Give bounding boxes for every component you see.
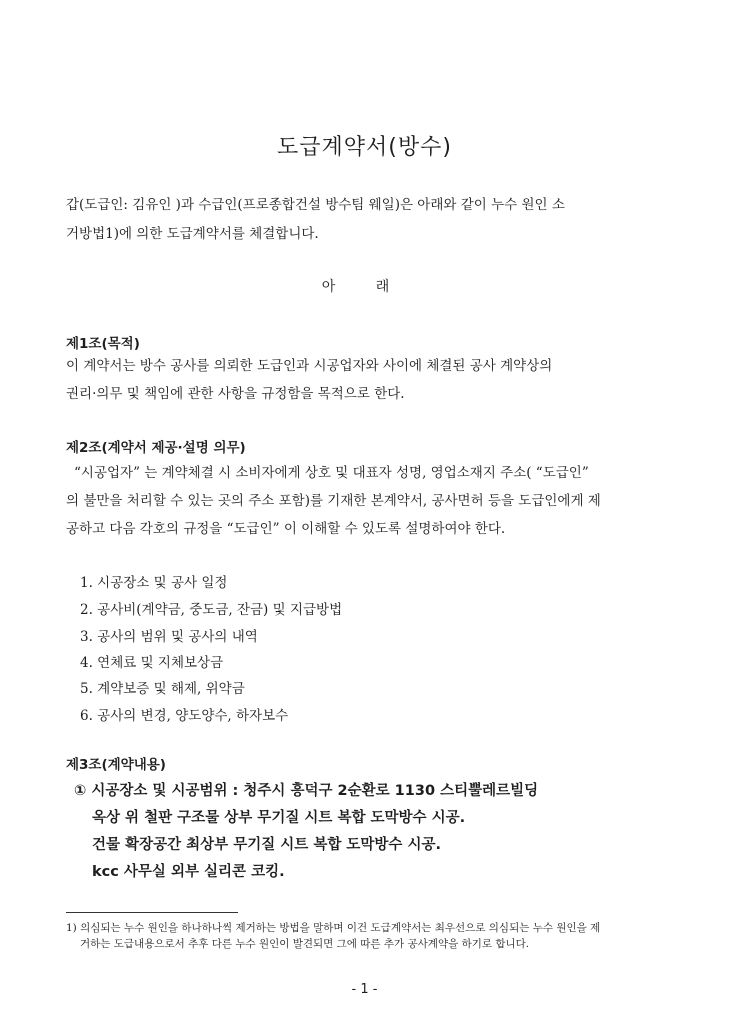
article-2-heading: 제2조(계약서 제공·설명 의무) [66,440,246,456]
article-3-line-3: 건물 확장공간 최상부 무기질 시트 복합 도막방수 시공. [92,837,441,853]
footnote-line-1: 1) 의심되는 누수 원인을 하나하나씩 제거하는 방법을 말하며 이건 도급계약서는 최우선으로 의심되는 누수 원인을 제 [66,922,601,934]
article-2-line-3: 공하고 다음 각호의 규정을 “도급인” 이 이해할 수 있도록 설명하여야 한다. [66,521,506,537]
document-title: 도급계약서(방수) [277,135,452,160]
article-2-line-2: 의 불만을 처리할 수 있는 곳의 주소 포함)를 기재한 본계약서, 공사면허 등을 도급인에게 제 [66,493,601,509]
footnote-line-2: 거하는 도급내용으로서 추후 다른 누수 원인이 발견되면 그에 따른 추가 공사계약을 하기로 합니다. [80,938,530,950]
article-1-line-2: 권리·의무 및 책임에 관한 사항을 규정함을 목적으로 한다. [66,386,405,402]
intro-line-1: 갑(도급인: 김유인 )과 수급인(프로종합건설 방수팀 웨일)은 아래와 같이 누수 원인 소 [66,197,565,213]
article-3-line-2: 옥상 위 철판 구조물 상부 무기질 시트 복합 도막방수 시공. [92,810,466,826]
article-3-line-1: ① 시공장소 및 시공범위 : 청주시 흥덕구 2순환로 1130 스티뿔레르빌딩 [74,783,539,799]
article-1-line-1: 이 계약서는 방수 공사를 의뢰한 도급인과 시공업자와 사이에 체결된 공사 계약상의 [66,358,553,374]
article-1-heading: 제1조(목적) [66,336,140,352]
list-item: 1. 시공장소 및 공사 일정 [80,575,228,591]
article-3-line-4: kcc 사무실 외부 실리콘 코킹. [92,864,285,880]
article-3-heading: 제3조(계약내용) [66,757,166,773]
list-item: 4. 연체료 및 지체보상금 [80,655,224,671]
article-2-line-1: “시공업자” 는 계약체결 시 소비자에게 상호 및 대표자 성명, 영업소재지 주소( “도급인” [74,465,589,481]
list-item: 6. 공사의 변경, 양도양수, 하자보수 [80,708,289,724]
page-number: - 1 - [351,982,378,997]
list-item: 2. 공사비(계약금, 중도금, 잔금) 및 지급방법 [80,602,343,618]
intro-line-2: 거방법1)에 의한 도급계약서를 체결합니다. [66,226,319,242]
list-item: 3. 공사의 범위 및 공사의 내역 [80,629,258,645]
list-item: 5. 계약보증 및 해제, 위약금 [80,681,245,697]
ahrae-heading: 아 래 [321,279,408,295]
footnote-divider [66,912,238,913]
